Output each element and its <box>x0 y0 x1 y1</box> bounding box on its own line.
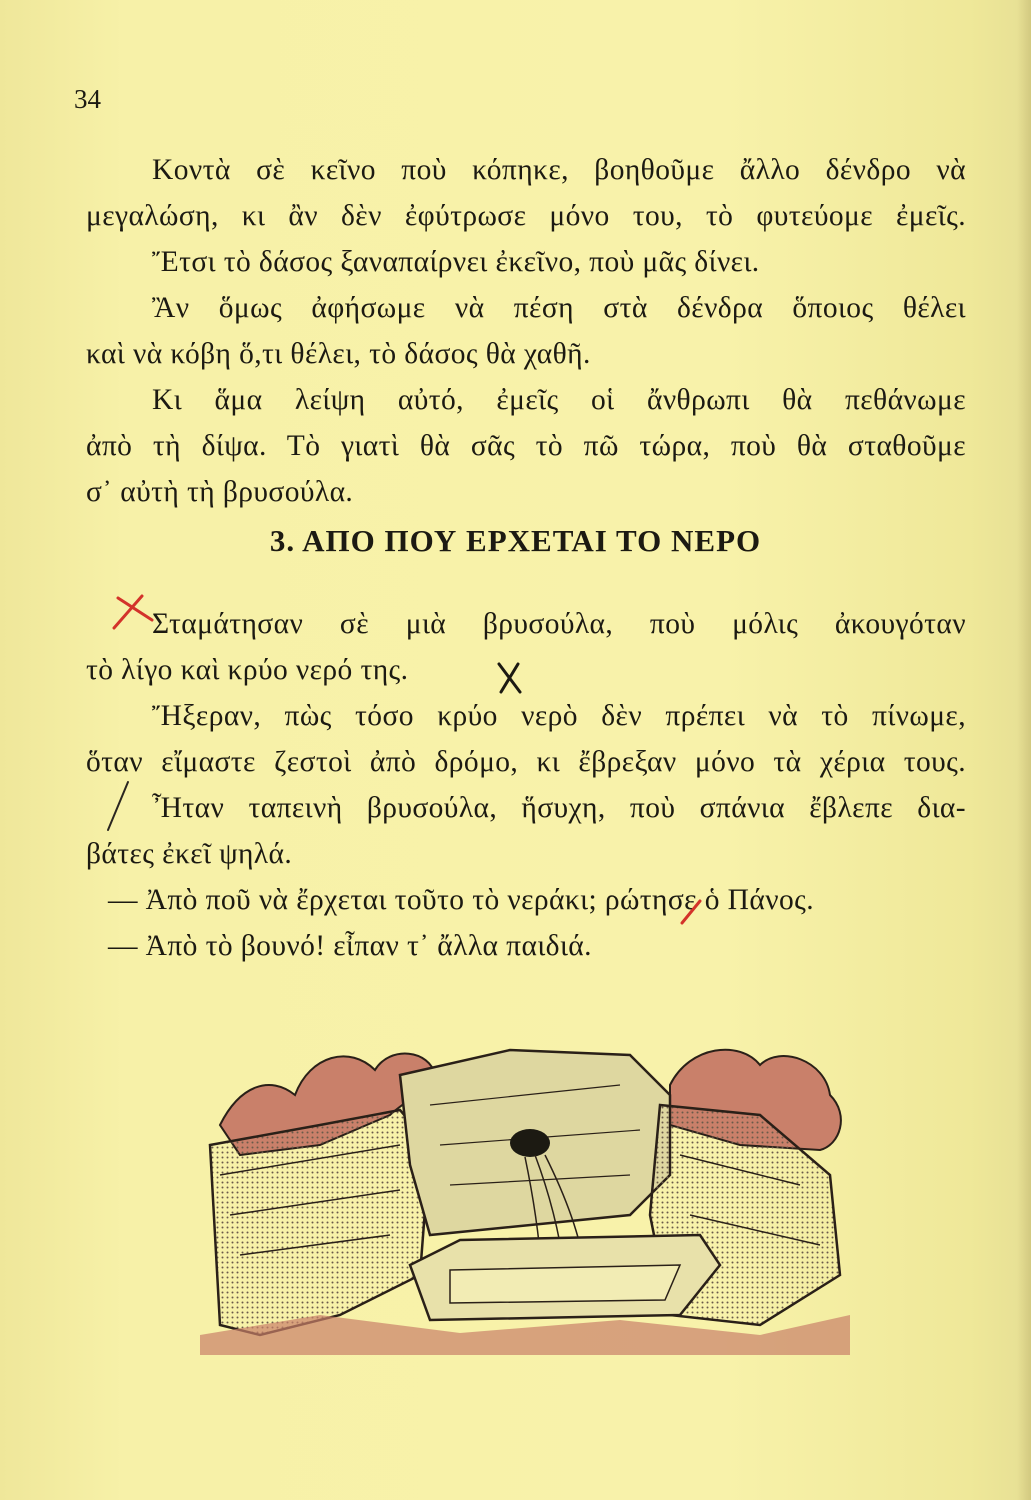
paragraph <box>86 285 966 377</box>
text-line: Ἤξεραν, πὼς τόσο κρύο νερὸ δὲν πρέπει νὰ τὸ πίνωμε, <box>152 700 966 732</box>
body-text-bottom <box>86 601 966 969</box>
dialogue-line: — Ἀπὸ ποῦ νὰ ἔρχεται τοῦτο τὸ νεράκι; ρώτησε ὁ Πάνος. <box>108 884 814 916</box>
text-line: Ἔτσι τὸ δάσος ξαναπαίρνει ἐκεῖνο, ποὺ μᾶς δίνει. <box>152 246 760 278</box>
page-number: 34 <box>74 84 101 114</box>
paragraph <box>86 923 966 969</box>
text-line: Σταμάτησαν σὲ μιὰ βρυσούλα, ποὺ μόλις ἀκουγόταν <box>152 608 966 640</box>
paragraph <box>86 239 966 285</box>
paragraph <box>86 147 966 239</box>
fountain-illustration <box>200 1015 850 1355</box>
red-check-mark <box>678 895 708 929</box>
pencil-slash-mark <box>100 778 140 838</box>
body-text-top <box>86 147 966 515</box>
text-line: τὸ λίγο καὶ κρύο νερό της. <box>86 654 409 686</box>
page-edge-shadow <box>1017 0 1031 1500</box>
text-line: καὶ νὰ κόβη ὅ,τι θέλει, τὸ δάσος θὰ χαθῆ. <box>86 338 591 370</box>
text-line: Ἦταν ταπεινὴ βρυσούλα, ἥσυχη, ποὺ σπάνια ἔβλεπε δια- <box>152 792 966 824</box>
dialogue-line: — Ἀπὸ τὸ βουνό! εἶπαν τ᾿ ἄλλα παιδιά. <box>108 930 592 962</box>
paragraph <box>86 785 966 877</box>
text-line: Κοντὰ σὲ κεῖνο ποὺ κόπηκε, βοηθοῦμε ἄλλο δένδρο νὰ <box>152 154 966 186</box>
text-line: Κι ἅμα λείψη αὐτό, ἐμεῖς οἱ ἄνθρωπι θὰ πεθάνωμε <box>152 384 966 416</box>
section-heading: 3. ΑΠΟ ΠΟΥ ΕΡΧΕΤΑΙ ΤΟ ΝΕΡΟ <box>269 523 762 558</box>
text-line: ὅταν εἴμαστε ζεστοὶ ἀπὸ δρόμο, κι ἔβρεξαν μόνο τὰ χέρια τους. <box>86 746 966 778</box>
pencil-x-mark <box>494 660 526 696</box>
paragraph <box>86 601 966 693</box>
paragraph <box>86 693 966 785</box>
paragraph <box>86 877 966 923</box>
text-line: μεγαλώση, κι ἂν δὲν ἐφύτρωσε μόνο του, τὸ φυτεύομε ἐμεῖς. <box>86 200 966 232</box>
text-line: βάτες ἐκεῖ ψηλά. <box>86 838 293 870</box>
text-line: σ᾿ αὐτὴ τὴ βρυσούλα. <box>86 476 354 508</box>
red-pen-mark <box>108 590 158 640</box>
paragraph <box>86 377 966 515</box>
text-line: Ἂν ὅμως ἀφήσωμε νὰ πέση στὰ δένδρα ὅποιος θέλει <box>152 292 966 324</box>
text-line: ἀπὸ τὴ δίψα. Τὸ γιατὶ θὰ σᾶς τὸ πῶ τώρα, ποὺ θὰ σταθοῦμε <box>86 430 966 462</box>
